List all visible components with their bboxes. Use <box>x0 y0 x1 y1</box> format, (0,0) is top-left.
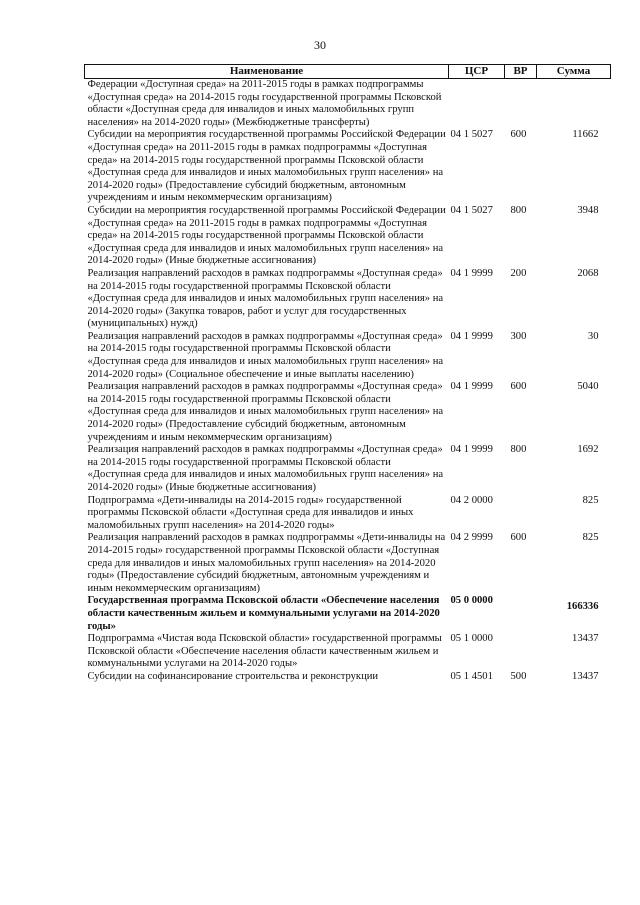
budget-table <box>84 64 611 684</box>
row-sum: 3948 <box>577 204 599 216</box>
table-row <box>85 205 611 268</box>
row-vr-code: 600 <box>510 532 527 544</box>
row-sum: 825 <box>582 532 599 544</box>
table-row <box>85 129 611 205</box>
row-vr-code <box>505 633 537 671</box>
row-csr-code: 05 1 4501 <box>450 670 493 682</box>
table-row <box>85 381 611 444</box>
table-row <box>85 495 611 533</box>
row-vr-code: 200 <box>510 267 527 279</box>
row-name: Федерации «Доступная среда» на 2011-2015 годы в рамках подпрограммы «Доступная среда» на 2014-2015 годы государственной программы Псковской области «Доступная среда для инвалидов и иных маломобильных групп населения» на 2014-2020 годы» (Межбюджетные трансферты) <box>87 79 442 128</box>
row-csr-code: 04 1 9999 <box>450 444 493 456</box>
row-csr-code: 04 1 5027 <box>450 204 493 216</box>
row-csr-code: 04 2 0000 <box>450 494 493 506</box>
header-csr: ЦСР <box>449 65 505 79</box>
row-name: Реализация направлений расходов в рамках подпрограммы «Доступная среда» на 2014-2015 годы государственной программы Псковской области «Доступная среда для инвалидов и иных маломобильных групп населения» на 2014-2020 годы» (Закупка товаров, работ и услуг для государственных (муниципальных) нужд) <box>87 267 444 330</box>
table-row <box>85 633 611 671</box>
row-name: Реализация направлений расходов в рамках подпрограммы «Доступная среда» на 2014-2015 годы государственной программы Псковской области «Доступная среда для инвалидов и иных маломобильных групп населения» на 2014-2020 годы» (Предоставление субсидий бюджетным, автономным учреждениям и иным некоммерческим организациям) <box>87 381 444 443</box>
table-row <box>85 671 611 684</box>
table-header-row <box>85 65 611 79</box>
row-sum: 5040 <box>577 381 599 393</box>
row-name: Реализация направлений расходов в рамках подпрограммы «Доступная среда» на 2014-2015 годы государственной программы Псковской области «Доступная среда для инвалидов и иных маломобильных групп населения» на 2014-2020 годы» (Иные бюджетные ассигнования) <box>87 444 444 493</box>
row-sum: 13437 <box>572 670 599 682</box>
row-sum: 2068 <box>577 267 599 279</box>
header-vr: ВР <box>505 65 537 79</box>
row-sum: 13437 <box>572 633 599 645</box>
row-vr-code <box>505 79 537 130</box>
row-name: Субсидии на мероприятия государственной программы Российской Федерации «Доступная среда» на 2011-2015 годы в рамках подпрограммы «Доступная среда» на 2014-2015 годы государственной программы Псковской области «Доступная среда для инвалидов и иных маломобильных групп населения» на 2014-2020 годы» (Предоставление субсидий бюджетным, автономным учреждениям и иным некоммерческим организациям) <box>87 129 446 204</box>
row-vr-code: 600 <box>510 129 527 141</box>
row-sum: 166336 <box>566 601 599 613</box>
row-vr-code: 500 <box>510 670 527 682</box>
header-name: Наименование <box>85 65 449 79</box>
row-vr-code: 300 <box>510 330 527 342</box>
row-csr-code <box>449 79 505 130</box>
row-csr-code: 05 1 0000 <box>450 633 493 645</box>
table-row <box>85 595 611 633</box>
row-vr-code: 800 <box>510 204 527 216</box>
row-vr-code: 600 <box>510 381 527 393</box>
row-vr-code: 800 <box>510 444 527 456</box>
row-sum: 825 <box>582 494 599 506</box>
table-row <box>85 79 611 130</box>
row-sum <box>537 79 611 130</box>
row-csr-code: 05 0 0000 <box>450 595 493 607</box>
row-csr-code: 04 1 9999 <box>450 330 493 342</box>
table-row <box>85 331 611 381</box>
table-row <box>85 268 611 331</box>
row-sum: 1692 <box>577 444 599 456</box>
table-row <box>85 532 611 595</box>
row-vr-code <box>505 495 537 533</box>
row-csr-code: 04 2 9999 <box>450 532 493 544</box>
row-name: Реализация направлений расходов в рамках подпрограммы «Дети-инвалиды на 2014-2015 годы» государственной программы Псковской области «Доступная среда для инвалидов и иных маломобильных групп населения» на 2014-2020 годы» (Предоставление субсидий бюджетным, автономным учреждениям и иным некоммерческим организациям) <box>87 532 446 594</box>
row-sum: 11662 <box>572 129 599 141</box>
row-csr-code: 04 1 9999 <box>450 381 493 393</box>
row-name: Государственная программа Псковской области «Обеспечение населения области качественным жильем и коммунальными услугами на 2014-2020 годы» <box>87 595 440 632</box>
row-csr-code: 04 1 9999 <box>450 267 493 279</box>
row-name: Субсидии на мероприятия государственной программы Российской Федерации «Доступная среда» на 2011-2015 годы в рамках подпрограммы «Доступная среда» на 2014-2015 годы государственной программы Псковской области «Доступная среда для инвалидов и иных маломобильных групп населения» на 2014-2020 годы» (Иные бюджетные ассигнования) <box>87 204 446 267</box>
row-name: Субсидии на софинансирование строительства и реконструкции <box>87 670 379 682</box>
header-sum: Сумма <box>537 65 611 79</box>
row-name: Подпрограмма «Дети-инвалиды на 2014-2015 годы» государственной программы Псковской области «Доступная среда для инвалидов и иных маломобильных групп населения» на 2014-2020 годы» <box>87 494 414 531</box>
row-sum: 30 <box>587 330 599 342</box>
table-row <box>85 444 611 494</box>
row-name: Подпрограмма «Чистая вода Псковской области» государственной программы Псковской области «Обеспечение населения области качественным жильем и коммунальными услугами на 2014-2020 годы» <box>87 633 442 670</box>
row-csr-code: 04 1 5027 <box>450 129 493 141</box>
row-vr-code <box>505 595 537 633</box>
row-name: Реализация направлений расходов в рамках подпрограммы «Доступная среда» на 2014-2015 годы государственной программы Псковской области «Доступная среда для инвалидов и иных маломобильных групп населения» на 2014-2020 годы» (Социальное обеспечение и иные выплаты населению) <box>87 330 444 380</box>
page-number: 30 <box>314 38 326 52</box>
